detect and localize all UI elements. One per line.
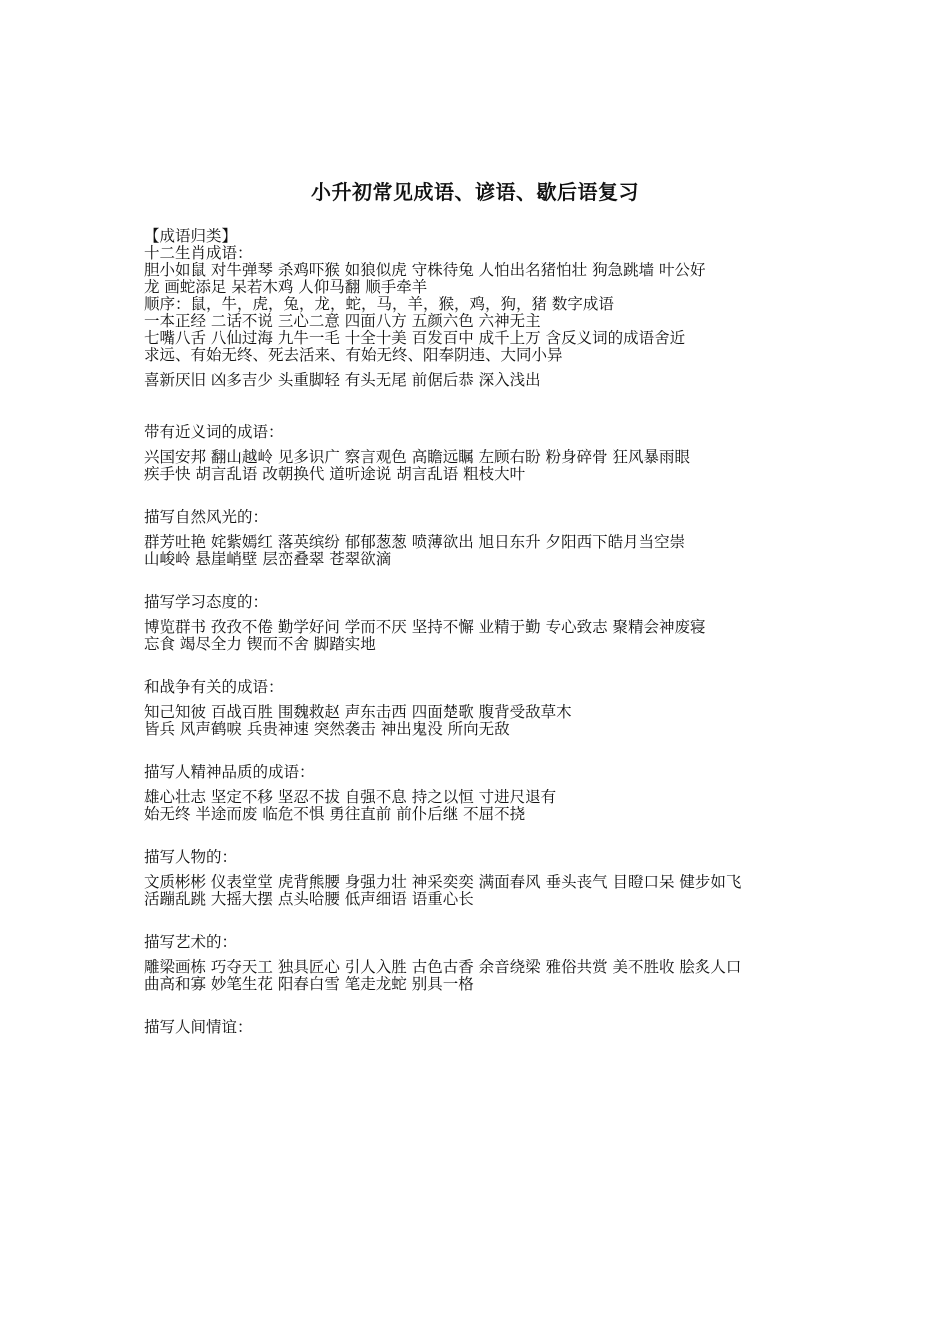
page-title: 小升初常见成语、谚语、歇后语复习 [311, 180, 639, 204]
section-heading-zodiac: 十二生肖成语： [144, 244, 253, 262]
text-line: 七嘴八舌 八仙过海 九牛一毛 十全十美 百发百中 成千上万 含反义词的成语舍近 [144, 329, 686, 347]
text-line: 喜新厌旧 凶多吉少 头重脚轻 有头无尾 前倨后恭 深入浅出 [144, 371, 541, 389]
section-heading-synonyms: 带有近义词的成语： [144, 423, 284, 441]
text-line: 始无终 半途而废 临危不惧 勇往直前 前仆后继 不屈不挠 [144, 805, 526, 823]
section-heading-study: 描写学习态度的： [144, 593, 269, 611]
text-line: 皆兵 风声鹤唳 兵贵神速 突然袭击 神出鬼没 所向无敌 [144, 720, 510, 738]
text-line: 顺序：鼠，牛，虎，兔，龙，蛇，马，羊，猴，鸡，狗，猪 数字成语 [144, 295, 614, 313]
text-line: 求远、有始无终、死去活来、有始无终、阳奉阴违、大同小异 [144, 346, 563, 364]
text-line: 曲高和寡 妙笔生花 阳春白雪 笔走龙蛇 别具一格 [144, 975, 474, 993]
text-line: 知己知彼 百战百胜 围魏救赵 声东击西 四面楚歌 腹背受敌草木 [144, 703, 572, 721]
text-line: 胆小如鼠 对牛弹琴 杀鸡吓猴 如狼似虎 守株待兔 人怕出名猪怕壮 狗急跳墙 叶公好 [144, 261, 706, 279]
text-line: 群芳吐艳 姹紫嫣红 落英缤纷 郁郁葱葱 喷薄欲出 旭日东升 夕阳西下皓月当空崇 [144, 533, 686, 551]
section-heading-spirit: 描写人精神品质的成语： [144, 763, 315, 781]
section-heading-art: 描写艺术的： [144, 933, 238, 951]
text-line: 活蹦乱跳 大摇大摆 点头哈腰 低声细语 语重心长 [144, 890, 474, 908]
text-line: 一本正经 二话不说 三心二意 四面八方 五颜六色 六神无主 [144, 312, 541, 330]
category-label: 【成语归类】 [144, 227, 238, 245]
text-line: 龙 画蛇添足 呆若木鸡 人仰马翻 顺手牵羊 [144, 278, 428, 296]
text-line: 雕梁画栋 巧夺天工 独具匠心 引人入胜 古色古香 余音绕梁 雅俗共赏 美不胜收 脍炙人口 [144, 958, 742, 976]
document-body [144, 228, 804, 1036]
text-line: 忘食 竭尽全力 锲而不舍 脚踏实地 [144, 635, 376, 653]
text-line: 博览群书 孜孜不倦 勤学好问 学而不厌 坚持不懈 业精于勤 专心致志 聚精会神废寝 [144, 618, 706, 636]
text-line: 山峻岭 悬崖峭壁 层峦叠翠 苍翠欲滴 [144, 550, 392, 568]
section-heading-war: 和战争有关的成语： [144, 678, 284, 696]
text-line: 雄心壮志 坚定不移 坚忍不拔 自强不息 持之以恒 寸进尺退有 [144, 788, 557, 806]
section-heading-people: 描写人物的： [144, 848, 238, 866]
section-heading-nature: 描写自然风光的： [144, 508, 269, 526]
text-line: 疾手快 胡言乱语 改朝换代 道听途说 胡言乱语 粗枝大叶 [144, 465, 526, 483]
text-line: 文质彬彬 仪表堂堂 虎背熊腰 身强力壮 神采奕奕 满面春风 垂头丧气 目瞪口呆 健步如飞 [144, 873, 742, 891]
text-line: 兴国安邦 翻山越岭 见多识广 察言观色 高瞻远瞩 左顾右盼 粉身碎骨 狂风暴雨眼 [144, 448, 690, 466]
section-heading-friendship: 描写人间情谊： [144, 1018, 253, 1036]
